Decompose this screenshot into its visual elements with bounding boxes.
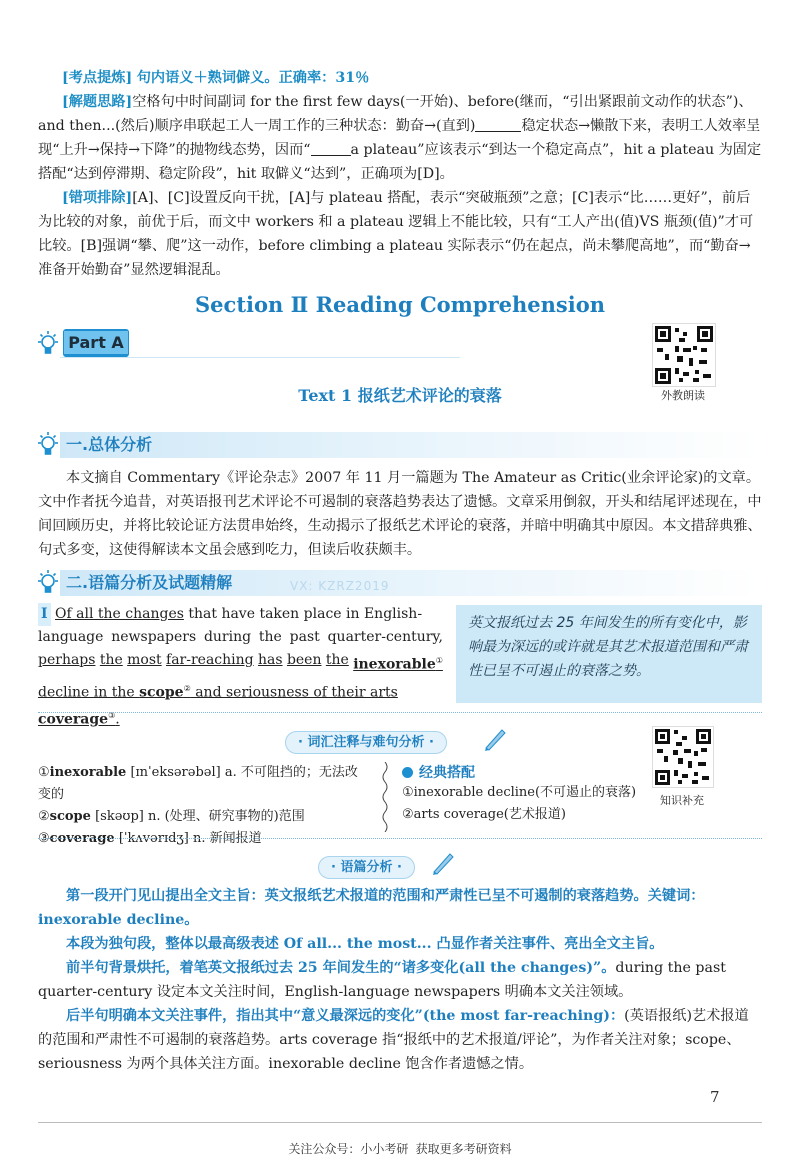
collocation-title: 经典搭配	[402, 762, 642, 782]
word: newspapers	[111, 629, 197, 645]
passage-underlined-phrase: Of all the changes	[55, 606, 184, 622]
word: been	[286, 652, 322, 668]
word: the	[325, 652, 349, 668]
cuoxiang-text: [A]、[C]设置反向干扰，[A]与 plateau 搭配，表示“突破瓶颈”之意；[C]表示“比……更好”，前后为比较的对象，前优于后，而文中 workers 和 a plateau 逻辑上不能比较，只有“工人产出(值)VS 瓶颈(值)”才可比较。[B]强调“攀、爬”这一动作，before climbing a plateau 实际表示“仍在起点，尚未攀爬高地”，而“勤奋→准备开始勤奋”显然逻辑混乱。	[38, 190, 754, 278]
pen-icon	[482, 726, 508, 756]
word: far-reaching	[166, 652, 254, 668]
passage-line-4-end: .	[115, 711, 120, 728]
bullet-dot-icon	[402, 767, 413, 778]
analysis-paragraph-3: 前半句背景烘托，着笔英文报纸过去 25 年间发生的“诸多变化(all the changes)”。during the past quarter-century 设定本文关注时间，English-language newspapers 明确本文关注领域。	[38, 960, 726, 1000]
analysis-paragraph-2: 本段为独句段，整体以最高级表述 Of all... the most... 凸显作者关注事件、亮出全文主旨。	[66, 936, 664, 952]
analysis-paragraph-1: 第一段开门见山提出全文主旨：英文报纸艺术报道的范围和严肃性已呈不可遏制的衰落趋势。关键词：inexorable decline。	[38, 888, 705, 928]
vocab-definition: [skəʊp] n. (处理、研究事物的)范围	[90, 809, 305, 824]
passage-line-2	[38, 626, 443, 649]
word: the	[258, 629, 282, 645]
footer-text: 关注公众号：小小考研 获取更多考研资料	[288, 1142, 512, 1156]
word: has	[258, 652, 283, 668]
heading-discourse-analysis: 二.语篇分析及试题精解	[66, 573, 233, 592]
lightbulb-icon	[36, 330, 60, 358]
kaodian-line	[62, 66, 762, 90]
translation-box: 英文报纸过去 25 年间发生的所有变化中，影响最为深远的或许就是其艺术报道范围和严肃性已呈不可遏止的衰落之势。	[456, 605, 762, 703]
passage-line-1-rest: that have taken place in English-	[183, 606, 423, 622]
vocab-definition: [ˈkʌvərɪdʒ] n. 新闻报道	[114, 831, 262, 846]
part-underline	[60, 357, 460, 358]
passage-keyword-inexorable: inexorable	[353, 656, 436, 673]
analysis-paragraph-4: 后半句明确本文关注事件，指出其中“意义最深远的变化”(the most far-reaching)：(英语报纸)艺术报道的范围和严肃性不可遏制的衰落趋势。arts coverage 指“报纸中的艺术报道/评论”，为作者关注对象；scope、seriousness 为两个具体关注方面。inexorable decline 饱含作者遗憾之情。	[38, 1008, 749, 1072]
word: the	[99, 652, 123, 668]
collocation-block	[402, 762, 642, 826]
section-title: Section Ⅱ Reading Comprehension	[195, 292, 605, 317]
collocation-item: ②arts coverage(艺术报道)	[402, 807, 566, 822]
collocation-item: ①inexorable decline(不可遏止的衰落)	[402, 785, 637, 800]
silu-text-3: a plateau”应该表示“到达一个稳定高点”，hit a plateau 为固定搭配“达到停滞期、稳定阶段”，hit 取僻义“达到”，正确项为[D]。	[38, 142, 762, 182]
paragraph-roman-numeral: I	[38, 603, 51, 626]
silu-tag: [解题思路]	[62, 94, 133, 110]
footer-rule	[38, 1122, 762, 1123]
heading-bar-overall	[60, 432, 760, 458]
vocab-label-text: · 词汇注释与难句分析 ·	[285, 731, 447, 754]
kaodian-tag: [考点提炼]	[62, 70, 133, 86]
pen-icon	[430, 850, 456, 880]
silu-text-1: 空格句中时间副词 for the first few days(一开始)、before(继而，“引出紧跟前文动作的状态”)、and then...(然后)顺序串联起工人一周工作的三种状态：勤奋→(直到)	[38, 94, 753, 134]
passage-line-4: decline in the scope② and seriousness of their arts coverage③.	[38, 683, 398, 728]
passage-keyword-coverage: coverage	[38, 711, 109, 728]
vocab-list	[38, 762, 368, 850]
qr-caption-reading: 外教朗读	[661, 389, 705, 402]
passage-line-1	[38, 603, 443, 626]
cuoxiang-paragraph	[38, 186, 762, 282]
passage-keyword-scope: scope	[139, 684, 184, 701]
vocab-word: inexorable	[49, 765, 127, 780]
heading-overall-analysis: 一.总体分析	[66, 435, 153, 454]
word: during	[203, 629, 252, 645]
divider	[38, 838, 762, 839]
overall-paragraph: 本文摘自 Commentary《评论杂志》2007 年 11 月一篇题为 The Amateur as Critic(业余评论家)的文章。文中作者抚今追昔，对英语报刊艺术评论不可遏制的衰落趋势表达了遗憾。文章采用倒叙，开头和结尾评述现在，中间回顾历史，并将比较论证方法贯串始终，生动揭示了报纸艺术评论的衰落，并暗中明确其中原因。本文措辞典雅、句式多变，这使得解读本文虽会感到吃力，但读后收获颇丰。	[38, 470, 762, 558]
word: language	[38, 629, 104, 645]
lightbulb-icon	[36, 569, 60, 597]
word: perhaps	[38, 652, 96, 668]
vocab-word: scope	[49, 809, 91, 824]
watermark-text: VX: KZRZ2019	[290, 579, 390, 593]
answer-blank-1	[475, 117, 521, 132]
cuoxiang-tag: [错项排除]	[62, 190, 133, 206]
divider	[38, 712, 762, 713]
analysis-label-text: · 语篇分析 ·	[318, 856, 415, 879]
vocab-item: ③coverage [ˈkʌvərɪdʒ] n. 新闻报道	[38, 831, 262, 846]
part-a-badge	[63, 329, 129, 357]
part-a-label: Part A	[64, 331, 128, 354]
passage-line-4-b: and seriousness of their arts	[190, 684, 398, 701]
qr-code-reading[interactable]	[652, 323, 716, 387]
vocab-section-label	[285, 731, 447, 750]
vocab-definition: [ɪnˈeksərəbəl] a. 不可阻挡的；无法改变的	[38, 765, 358, 802]
vocab-item: ①inexorable [ɪnˈeksərəbəl] a. 不可阻挡的；无法改变的	[38, 765, 358, 802]
analysis-body	[38, 884, 762, 1076]
vocab-word: coverage	[49, 831, 115, 846]
lightbulb-icon	[36, 431, 60, 459]
answer-blank-2	[311, 141, 351, 156]
qr-code-knowledge[interactable]	[652, 726, 714, 788]
passage-line-4-a: decline in the	[38, 684, 140, 701]
word: most	[127, 652, 162, 668]
page-number: 7	[710, 1088, 720, 1106]
qr-caption-knowledge: 知识补充	[660, 794, 704, 807]
text1-title: Text 1 报纸艺术评论的衰落	[298, 386, 502, 405]
kaodian-text: 句内语义＋熟词僻义。正确率：31％	[136, 70, 370, 86]
vocab-item: ②scope [skəʊp] n. (处理、研究事物的)范围	[38, 809, 305, 824]
analysis-section-label	[318, 856, 415, 875]
silu-paragraph	[38, 90, 762, 186]
word: past	[289, 629, 320, 645]
word: quarter-century,	[327, 629, 443, 645]
wavy-separator	[380, 762, 390, 836]
passage-line-3: perhaps the most far-reaching has been the inexorable①	[38, 649, 443, 677]
silu-text-2: 稳定状态→懒散下来，表明工人效率呈现“上升→保持→下降”的抛物线态势，因而“	[38, 118, 761, 158]
